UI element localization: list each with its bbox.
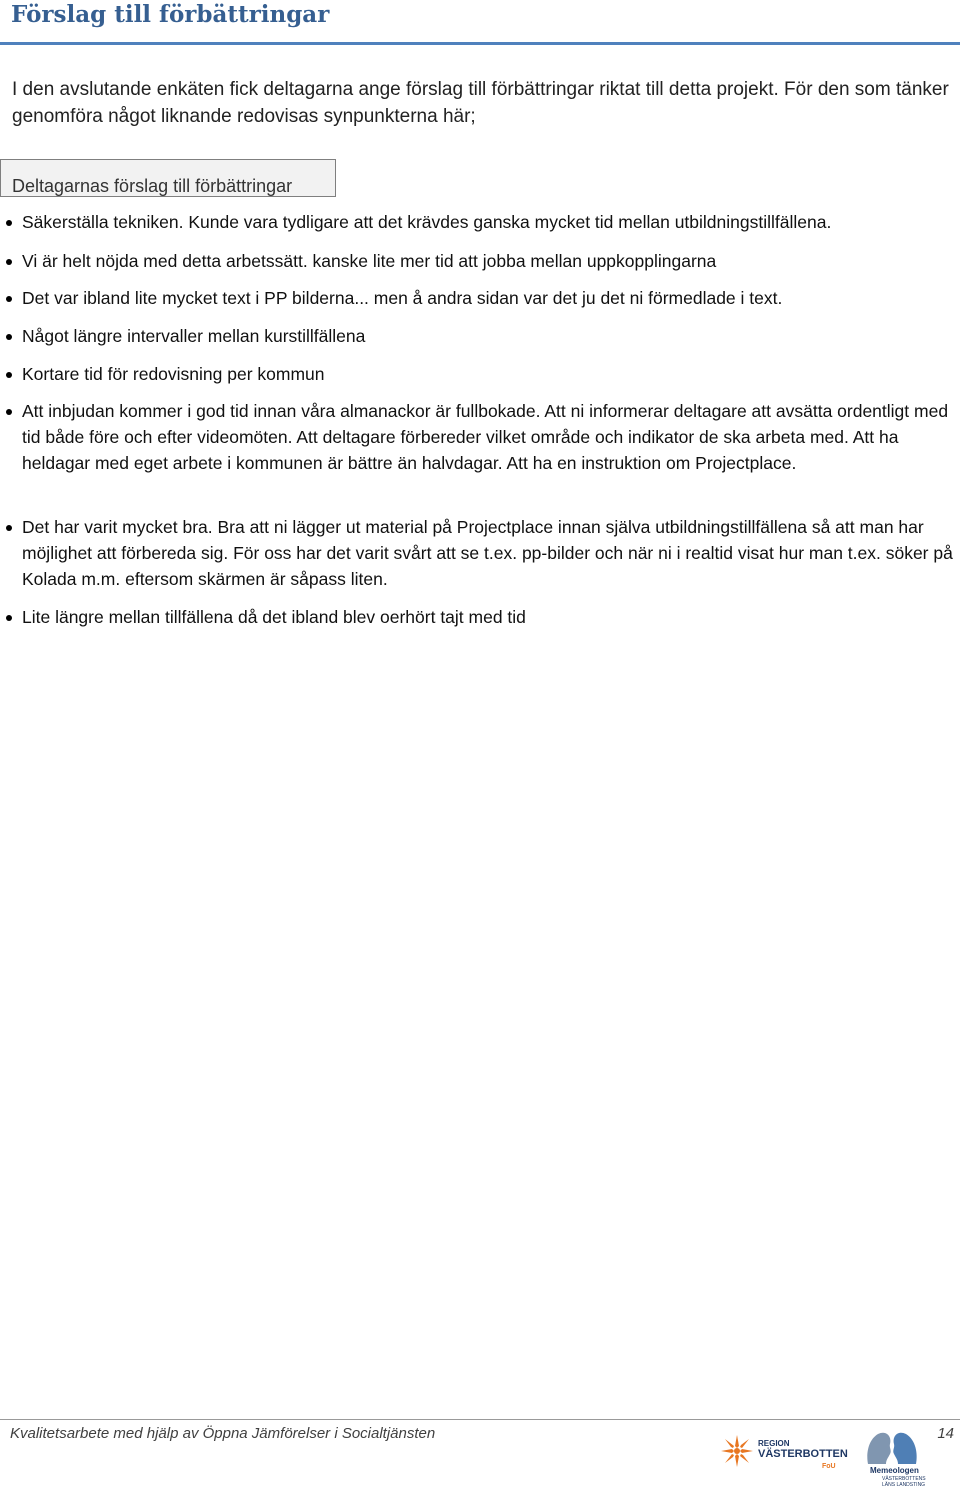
intro-paragraph: I den avslutande enkäten fick deltagarna ange förslag till förbättringar riktat till detta projekt. För den som tänker genomföra något liknande redovisas synpunkterna här; bbox=[12, 79, 949, 127]
memeologen-sub: VÄSTERBOTTENS LÄNS LANDSTING bbox=[882, 1476, 926, 1488]
list-item bbox=[22, 514, 957, 592]
list-item-text: Att inbjudan kommer i god tid innan våra almanackor är fullbokade. Att ni informerar deltagare att avsätta ordentligt med tid både före och efter videomöten. Att deltagare förbereder vilket område och indikator de ska arbeta med. Att ha heldagar med eget arbete i kommunen är bättre än halvdagar. Att ha en instruktion om Projectplace. bbox=[22, 401, 949, 473]
list-item-text: Det var ibland lite mycket text i PP bilderna... men å andra sidan var det ju det ni förmedlade i text. bbox=[22, 288, 783, 308]
bullet-icon bbox=[6, 525, 12, 531]
bullet-icon bbox=[6, 615, 12, 621]
section-box bbox=[0, 159, 336, 197]
list-item-text: Lite längre mellan tillfällena då det ibland blev oerhört tajt med tid bbox=[22, 607, 526, 627]
page-number: 14 bbox=[937, 1425, 954, 1442]
bullet-icon bbox=[6, 296, 12, 302]
list-item bbox=[22, 604, 957, 630]
title-rule bbox=[0, 0, 960, 45]
list-item-text: Säkerställa tekniken. Kunde vara tydligare att det krävdes ganska mycket tid mellan utbildningstillfällena. bbox=[22, 212, 832, 232]
region-sub: FoU bbox=[822, 1463, 836, 1470]
bullet-icon bbox=[6, 334, 12, 340]
list-item bbox=[22, 323, 957, 349]
list-item-text: Kortare tid för redovisning per kommun bbox=[22, 364, 325, 384]
list-item-text: Vi är helt nöjda med detta arbetssätt. kanske lite mer tid att jobba mellan uppkopplingarna bbox=[22, 251, 717, 271]
list-item-text: Det har varit mycket bra. Bra att ni lägger ut material på Projectplace innan själva utbildningstillfällena så att man har möjlighet att förbereda sig. För oss har det varit svårt att se t.ex. pp-bilder och när ni i realtid visat hur man t.ex. söker på Kolada m.m. eftersom skärmen är såpass liten. bbox=[22, 517, 953, 589]
list-item bbox=[22, 209, 957, 235]
bullet-icon bbox=[6, 220, 12, 226]
list-item-text: Något längre intervaller mellan kurstillfällena bbox=[22, 326, 366, 346]
region-label: REGION bbox=[758, 1439, 790, 1448]
bullet-icon bbox=[6, 409, 12, 415]
region-name: VÄSTERBOTTEN bbox=[758, 1448, 848, 1460]
list-item bbox=[22, 361, 957, 387]
region-star-icon bbox=[720, 1434, 754, 1468]
memeologen-label: Memeologen bbox=[870, 1466, 919, 1475]
section-box-label: Deltagarnas förslag till förbättringar bbox=[12, 176, 293, 196]
footer-text: Kvalitetsarbete med hjälp av Öppna Jämförelser i Socialtjänsten bbox=[10, 1425, 436, 1442]
faces-icon bbox=[862, 1428, 922, 1466]
bullet-icon bbox=[6, 259, 12, 265]
list-item bbox=[22, 285, 957, 311]
footer-divider bbox=[0, 1419, 960, 1420]
region-vasterbotten-logo bbox=[720, 1434, 848, 1474]
list-item bbox=[22, 398, 957, 476]
bullet-icon bbox=[6, 372, 12, 378]
page-title: Förslag till förbättringar bbox=[11, 1, 330, 28]
list-item bbox=[22, 248, 957, 274]
memeologen-logo bbox=[862, 1428, 926, 1488]
